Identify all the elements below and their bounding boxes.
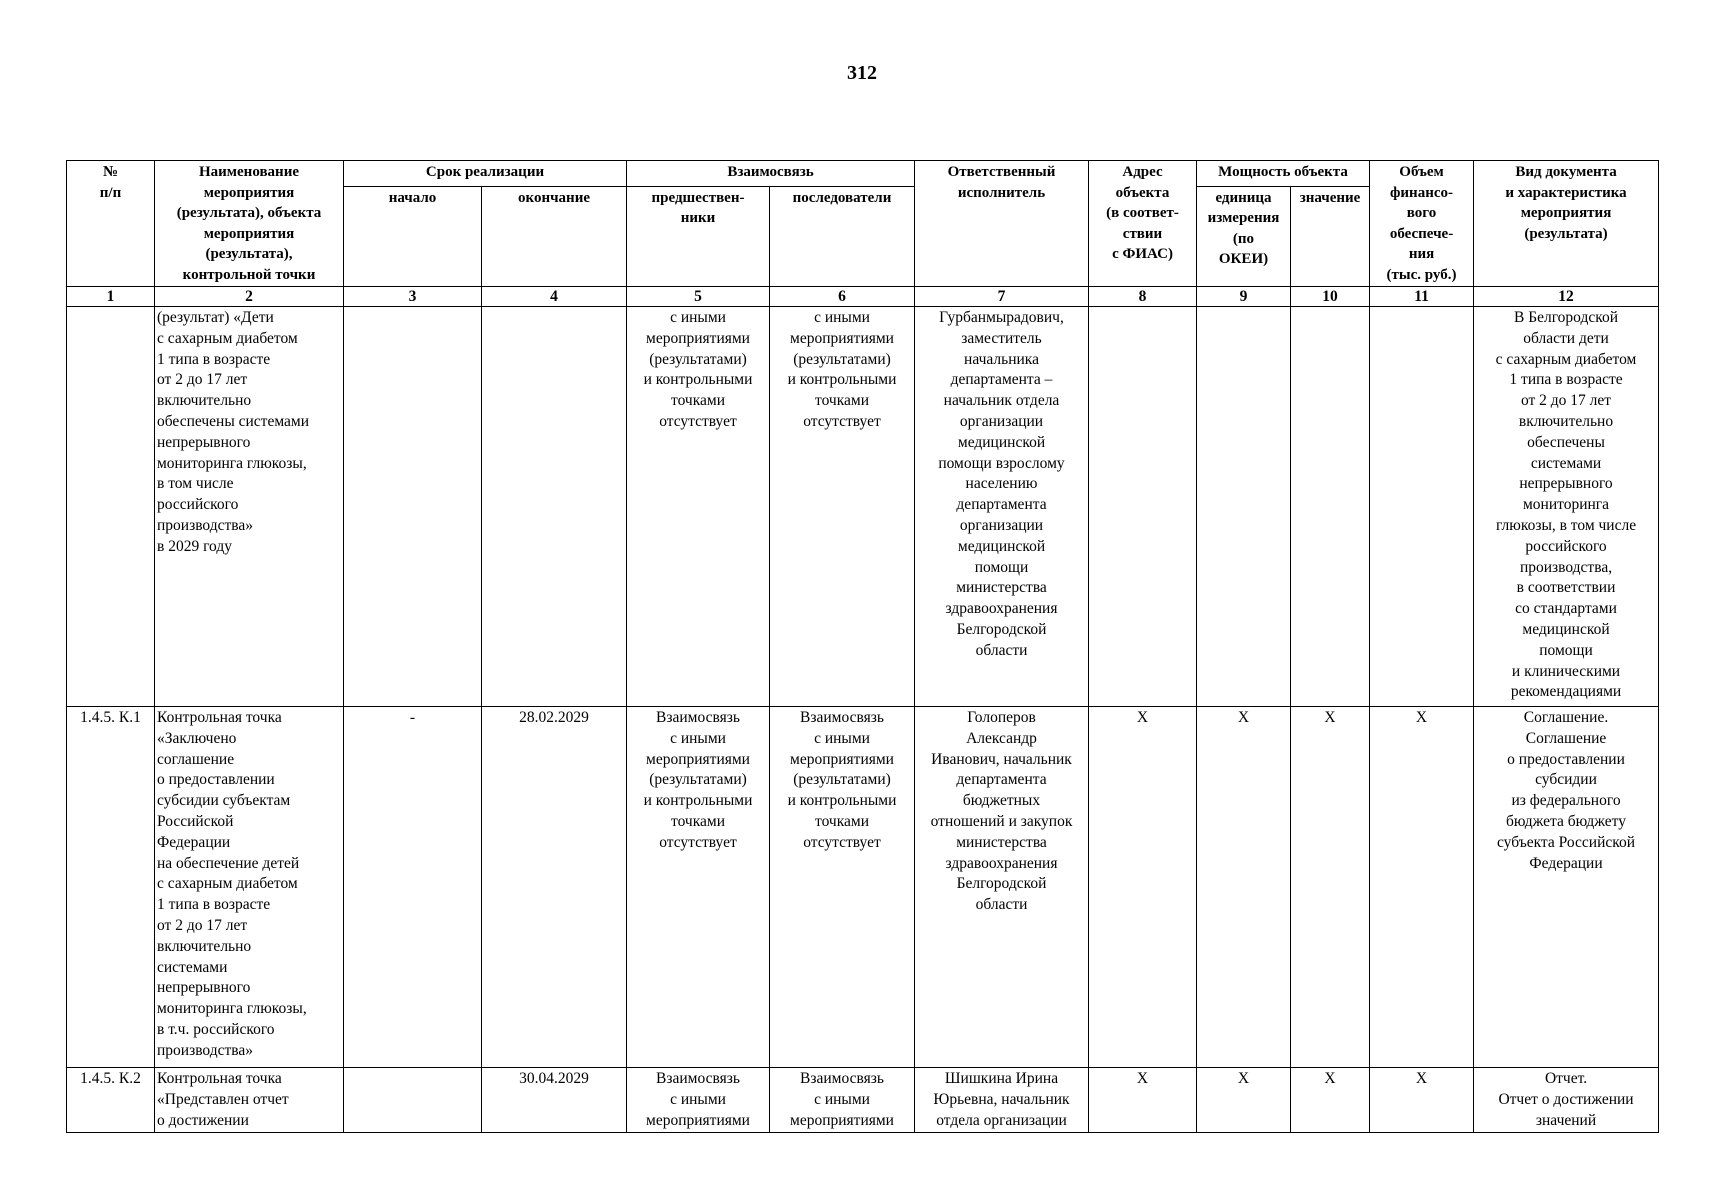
cell-doc: В Белгородской области дети с сахарным диабетом 1 типа в возрасте от 2 до 17 лет включительно обеспечены системами непрерывного мониторинга глюкозы, в том числе российского производства, в соответствии со стандартами медицинской помощи и клиническими рекомендациями [1474,307,1659,707]
cell-address: Х [1089,1068,1197,1133]
header-name: Наименование мероприятия (результата), объекта мероприятия (результата), контрольной точки [155,161,344,287]
cell-unit [1197,307,1291,707]
cell-followers: Взаимосвязь с иными мероприятиями [770,1068,915,1133]
cell-address [1089,307,1197,707]
header-value: значение [1291,186,1370,286]
cell-finance [1370,307,1474,707]
header-relation: Взаимосвязь [627,161,915,187]
table-row [67,1068,1659,1133]
col-number: 4 [482,287,627,307]
cell-name: (результат) «Дети с сахарным диабетом 1 типа в возрасте от 2 до 17 лет включительно обеспечены системами непрерывного мониторинга глюкозы, в том числе российского производства» в 2029 году [155,307,344,707]
col-number: 7 [915,287,1089,307]
table-row [67,707,1659,1068]
cell-start [344,1068,482,1133]
col-number: 5 [627,287,770,307]
cell-finance: Х [1370,707,1474,1068]
cell-predecessors: с иными мероприятиями (результатами) и контрольными точками отсутствует [627,307,770,707]
header-finance: Объем финансо- вого обеспече- ния (тыс. руб.) [1370,161,1474,287]
cell-finance: Х [1370,1068,1474,1133]
cell-predecessors: Взаимосвязь с иными мероприятиями [627,1068,770,1133]
col-number: 11 [1370,287,1474,307]
header-responsible: Ответственный исполнитель [915,161,1089,287]
cell-responsible: Шишкина Ирина Юрьевна, начальник отдела организации [915,1068,1089,1133]
cell-doc: Отчет. Отчет о достижении значений [1474,1068,1659,1133]
col-number: 6 [770,287,915,307]
header-start: начало [344,186,482,286]
header-predecessors: предшествен- ники [627,186,770,286]
header-followers: последователи [770,186,915,286]
cell-predecessors: Взаимосвязь с иными мероприятиями (результатами) и контрольными точками отсутствует [627,707,770,1068]
col-number: 3 [344,287,482,307]
page-number: 312 [847,62,877,84]
cell-unit: Х [1197,1068,1291,1133]
header-doc: Вид документа и характеристика мероприятия (результата) [1474,161,1659,287]
header-end: окончание [482,186,627,286]
cell-start: - [344,707,482,1068]
col-number: 10 [1291,287,1370,307]
cell-end: 30.04.2029 [482,1068,627,1133]
plan-table [66,160,1659,1133]
cell-name: Контрольная точка «Представлен отчет о достижении [155,1068,344,1133]
cell-name: Контрольная точка «Заключено соглашение о предоставлении субсидии субъектам Российской Федерации на обеспечение детей с сахарным диабетом 1 типа в возрасте от 2 до 17 лет включительно системами непрерывного мониторинга глюкозы, в т.ч. российского производства» [155,707,344,1068]
cell-end: 28.02.2029 [482,707,627,1068]
cell-start [344,307,482,707]
header-period: Срок реализации [344,161,627,187]
col-number: 1 [67,287,155,307]
cell-num [67,307,155,707]
cell-value: Х [1291,1068,1370,1133]
cell-unit: Х [1197,707,1291,1068]
table-row [67,307,1659,707]
cell-value [1291,307,1370,707]
cell-address: Х [1089,707,1197,1068]
col-number: 2 [155,287,344,307]
cell-responsible: Гурбанмырадович, заместитель начальника департамента – начальник отдела организации медицинской помощи взрослому населению департамента организации медицинской помощи министерства здравоохранения Белгородской области [915,307,1089,707]
cell-end [482,307,627,707]
header-num: № п/п [67,161,155,287]
cell-doc: Соглашение. Соглашение о предоставлении субсидии из федерального бюджета бюджету субъекта Российской Федерации [1474,707,1659,1068]
cell-value: Х [1291,707,1370,1068]
cell-followers: с иными мероприятиями (результатами) и контрольными точками отсутствует [770,307,915,707]
col-number: 8 [1089,287,1197,307]
cell-responsible: Голоперов Александр Иванович, начальник департамента бюджетных отношений и закупок министерства здравоохранения Белгородской области [915,707,1089,1068]
header-address: Адрес объекта (в соответ- ствии с ФИАС) [1089,161,1197,287]
col-number: 9 [1197,287,1291,307]
header-capacity: Мощность объекта [1197,161,1370,187]
cell-followers: Взаимосвязь с иными мероприятиями (результатами) и контрольными точками отсутствует [770,707,915,1068]
cell-num: 1.4.5. К.1 [67,707,155,1068]
cell-num: 1.4.5. К.2 [67,1068,155,1133]
col-number: 12 [1474,287,1659,307]
header-unit: единица измерения (по ОКЕИ) [1197,186,1291,286]
